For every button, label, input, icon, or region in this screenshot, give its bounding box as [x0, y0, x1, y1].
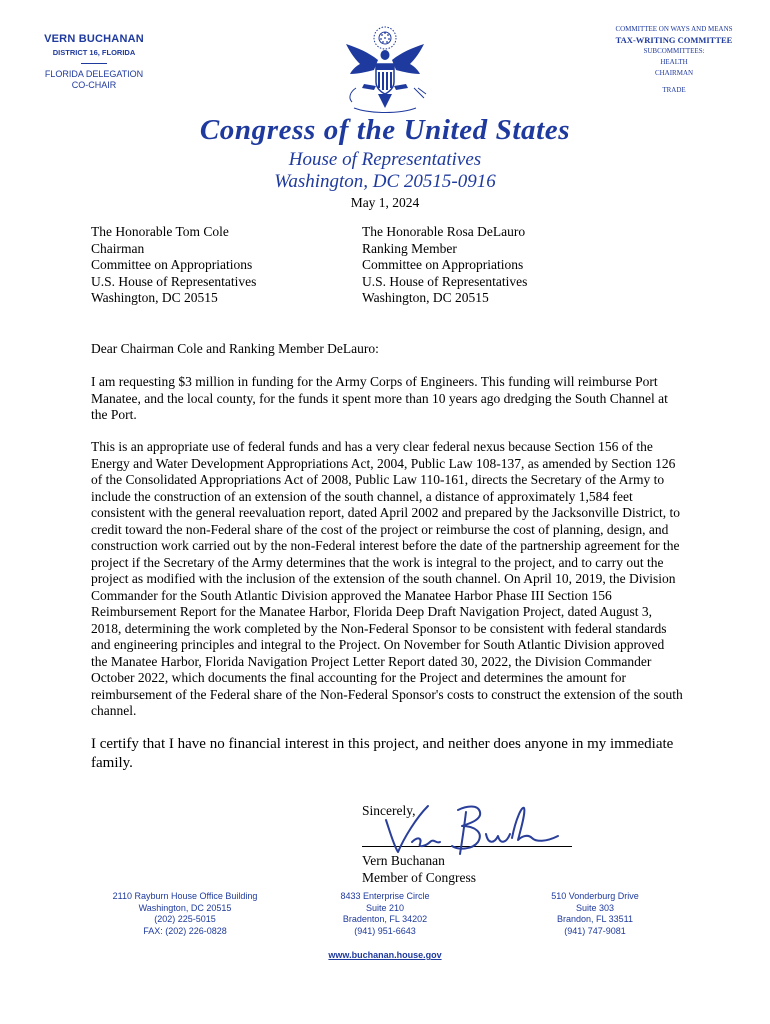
- recipient-house: U.S. House of Representatives: [362, 273, 528, 289]
- recipient-committee: Committee on Appropriations: [362, 257, 524, 272]
- trade-label: TRADE: [662, 86, 686, 94]
- recipient-title: Ranking Member: [362, 240, 457, 256]
- signer-block: [362, 852, 476, 886]
- city-title: Washington, DC 20515-0916: [274, 171, 496, 192]
- footer-line: 8433 Enterprise Circle: [340, 891, 430, 901]
- footer-line: 2110 Rayburn House Office Building: [112, 891, 258, 901]
- footer-line: Suite 210: [365, 902, 405, 913]
- delegation-line-2: CO-CHAIR: [71, 80, 117, 90]
- eagle-seal-icon: [334, 22, 436, 120]
- recipient-city: Washington, DC 20515: [91, 290, 218, 305]
- recipient-city: Washington, DC 20515: [362, 290, 489, 305]
- header-left: [24, 33, 164, 91]
- health-label: HEALTH: [660, 58, 688, 66]
- footer-office-dc: [90, 891, 280, 937]
- header-divider: [81, 63, 107, 64]
- header-right: [586, 24, 762, 96]
- recipient-committee: Committee on Appropriations: [91, 257, 253, 272]
- recipient-address-2: [362, 224, 527, 307]
- signer-title: Member of Congress: [362, 870, 476, 885]
- letter-date: May 1, 2024: [350, 195, 420, 210]
- footer-line: Bradenton, FL 34202: [342, 914, 428, 924]
- footer-line: Brandon, FL 33511: [556, 914, 634, 924]
- recipient-address-1: [91, 224, 256, 307]
- footer-line: (202) 225-5015: [154, 914, 216, 924]
- certification-statement: I certify that I have no financial interest in this project, and neither does anyone in my immediate family.: [91, 736, 674, 771]
- footer-line: (941) 951-6643: [354, 925, 416, 936]
- house-title: House of Representatives: [288, 149, 482, 170]
- congress-title: Congress of the United States: [199, 114, 571, 146]
- subcommittees-label: SUBCOMMITTEES:: [643, 47, 705, 55]
- tax-writing-label: TAX-WRITING COMMITTEE: [615, 35, 733, 45]
- recipient-name: The Honorable Tom Cole: [91, 224, 229, 239]
- signer-name: Vern Buchanan: [362, 853, 445, 868]
- footer-line: 510 Vonderburg Drive: [551, 891, 639, 901]
- body-paragraph-1: I am requesting $3 million in funding for the Army Corps of Engineers. This funding will reimburse Port Manatee, and the local county, for the funds it spent more than 10 years ago dredging the South Channel at the Port.: [91, 374, 668, 422]
- committee-name: COMMITTEE ON WAYS AND MEANS: [615, 25, 733, 33]
- footer-line: FAX: (202) 226-0828: [143, 925, 227, 936]
- footer-line: Suite 303: [575, 902, 615, 913]
- district-label: DISTRICT 16, FLORIDA: [52, 48, 136, 57]
- salutation: Dear Chairman Cole and Ranking Member DeLauro:: [91, 341, 379, 356]
- member-name-header: VERN BUCHANAN: [44, 33, 144, 45]
- recipient-house: U.S. House of Representatives: [91, 273, 257, 289]
- body-paragraph-2: This is an appropriate use of federal funds and has a very clear federal nexus because Section 156 of the Energy and Water Development Appropriations Act, 2004, Public Law 108-137, as amended by Section 126 of the Consolidated Appropriations Act of 2008, Public Law 110-161, directs the Secretary of the Army to include the construction of an extension of the south channel, a distance of approximately 1,584 feet consistent with the general reevaluation report, dated April 2002 and prepared by the Jacksonville District, to credit toward the non-Federal share of the cost of the project or reimburse the cost of planning, design, and construction work carried out by the non-Federal interest before the date of the partnership agreement for the project if the Secretary of the Army determines that the work is integral to the project, and to carry out the project as modified with the inclusion of the extension of the south channel. On April 10, 2019, the Division Commander for the South Atlantic Division approved the Manatee Harbor Phase III Section 156 Reimbursement Report for the Manatee Harbor, Florida Deep Draft Navigation Project, dated August 3, 2018, determining the work completed by the Non-Federal Sponsor to be consistent with federal standards and engineering principles and integral to the Project. On November for South Atlantic Division approved the Manatee Harbor, Florida Navigation Project Letter Report dated 30, 2022, the Division Commander October 2022, which documents the final accounting for the Project and determines the amount for reimbursement of the Federal share of the Non-Federal Sponsor's costs to construct the extension of the south channel.: [91, 439, 683, 718]
- letterhead: [0, 114, 770, 193]
- delegation-line-1: FLORIDA DELEGATION: [44, 69, 144, 79]
- footer-line: Washington, DC 20515: [138, 902, 232, 913]
- closing: Sincerely,: [362, 803, 416, 818]
- footer-office-bradenton: [300, 891, 470, 937]
- recipient-name: The Honorable Rosa DeLauro: [362, 224, 526, 239]
- chairman-label: CHAIRMAN: [654, 69, 694, 77]
- footer-office-brandon: [500, 891, 690, 937]
- footer-line: (941) 747-9081: [564, 925, 626, 936]
- website-link[interactable]: www.buchanan.house.gov: [328, 950, 442, 960]
- recipient-title: Chairman: [91, 240, 145, 256]
